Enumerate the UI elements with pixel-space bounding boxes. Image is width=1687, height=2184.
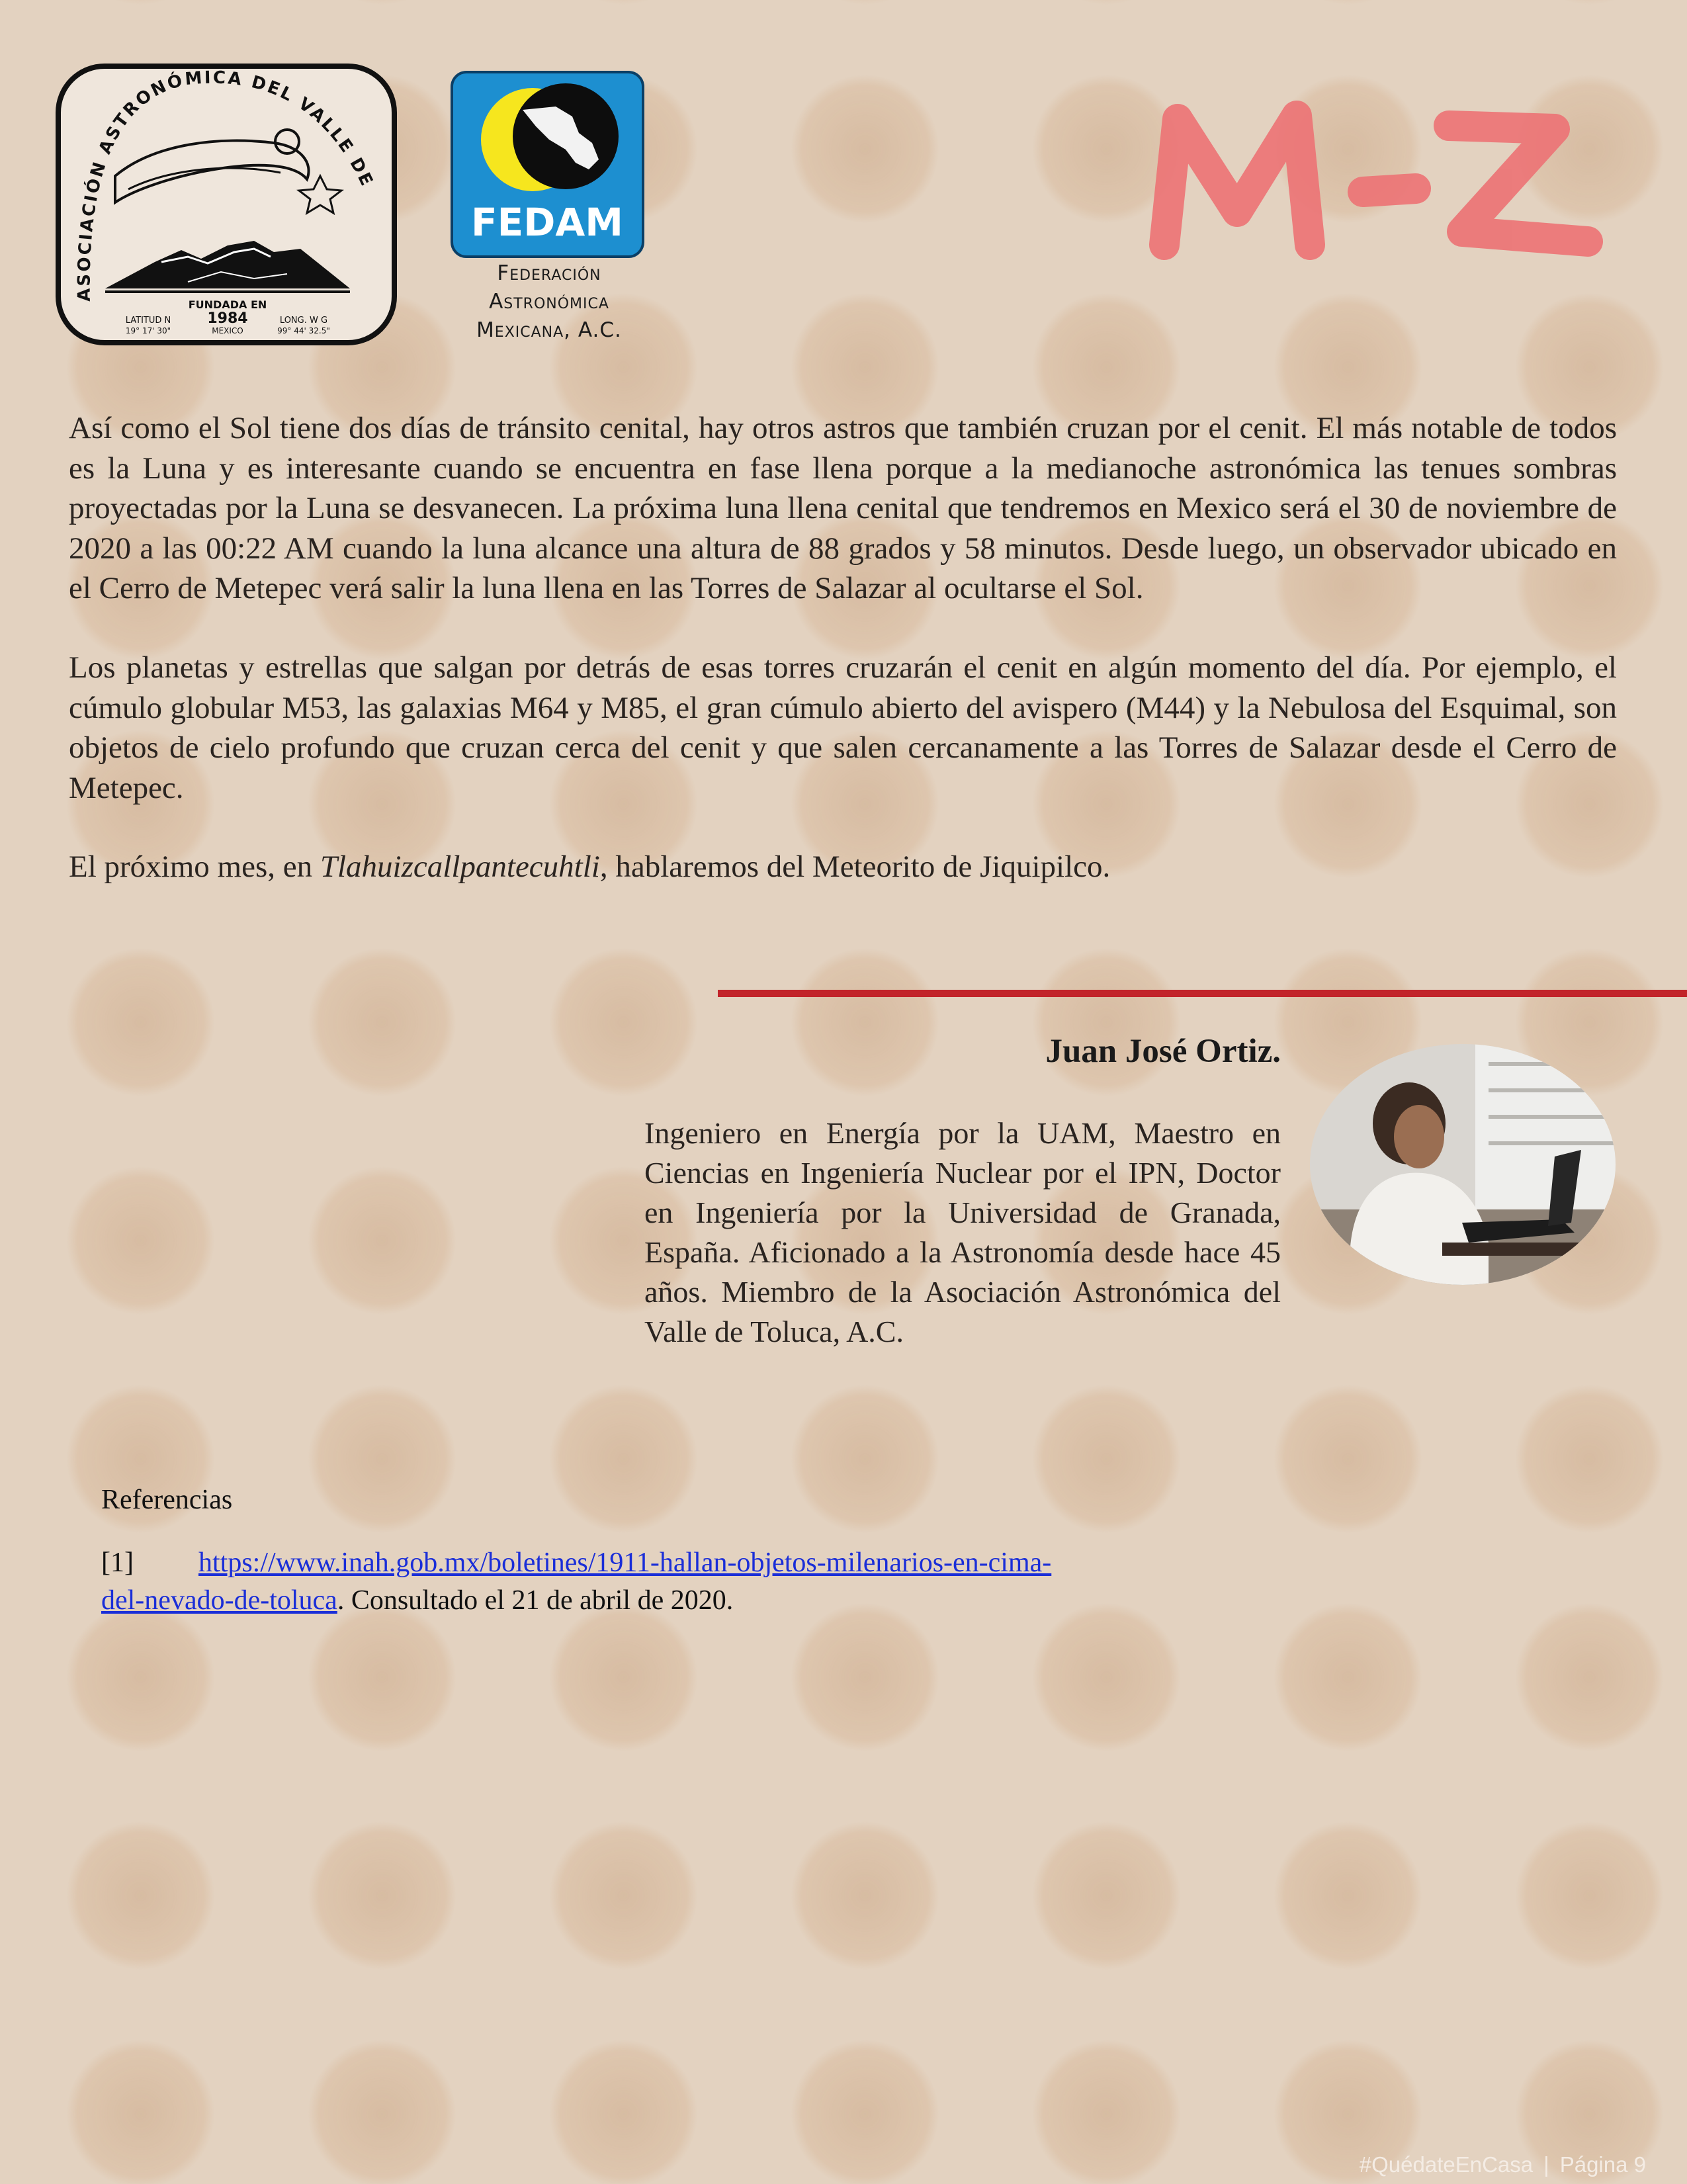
- brand-mark-logo: [1125, 79, 1627, 291]
- aavt-founded-year: 1984: [207, 310, 248, 327]
- fedam-caption-line: Federación: [497, 261, 601, 285]
- reference-number: [1]: [101, 1548, 134, 1578]
- article-paragraph-1: Así como el Sol tiene dos días de tránsito cenital, hay otros astros que también cruzan por el cenit. El más notable de todos es la Luna y es interesante cuando se encuentra en fase llena porque a la medianoche astronómica las tenues sombras proyectadas por la Luna se desvanecen. La próxima luna llena cenital que tendremos en Mexico será el 30 de noviembre de 2020 a las 00:22 AM cuando la luna alcance una altura de 88 grados y 58 minutos. Desde luego, un observador ubicado en el Cerro de Metepec verá salir la luna llena en las Torres de Salazar al ocultarse el Sol.: [69, 411, 1617, 605]
- fedam-caption-line: Astronómica: [489, 290, 609, 314]
- paragraph-3-italic-term: Tlahuizcallpantecuhtli: [320, 850, 600, 884]
- footer-page-number: Página 9: [1559, 2152, 1646, 2177]
- paragraph-3-suffix: , hablaremos del Meteorito de Jiquipilco.: [599, 850, 1111, 884]
- aavt-long-label: LONG. W G: [279, 316, 328, 326]
- aavt-long-value: 99° 44' 32.5": [277, 326, 330, 335]
- article-paragraph: [69, 847, 1617, 887]
- references-title: Referencias: [101, 1485, 233, 1515]
- aavt-founded-label: FUNDADA EN: [188, 298, 267, 311]
- fedam-logo: [450, 70, 645, 259]
- brand-mark-graphic: [1125, 79, 1627, 291]
- reference-suffix: . Consultado el 21 de abril de 2020.: [337, 1585, 734, 1616]
- article-paragraph-3: [69, 847, 1617, 887]
- paragraph-3-prefix: El próximo mes, en: [69, 850, 320, 884]
- reference-link[interactable]: https://www.inah.gob.mx/boletines/1911-hallan-objetos-milenarios-en-cima-del-nevado-de-toluca: [101, 1548, 1052, 1616]
- aavt-lat-label: LATITUD N: [125, 316, 171, 326]
- section-divider: [718, 990, 1687, 997]
- footer-separator: |: [1543, 2152, 1549, 2177]
- article-paragraph-2: Los planetas y estrellas que salgan por detrás de esas torres cruzarán el cenit en algún momento del día. Por ejemplo, el cúmulo globular M53, las galaxias M64 y M85, el gran cúmulo abierto del avispero (M44) y la Nebulosa del Esquimal, son objetos de cielo profundo que cruzan cerca del cenit y que salen cercanamente a las Torres de Salazar desde el Cerro de Metepec.: [69, 650, 1617, 805]
- fedam-wordmark: FEDAM: [471, 200, 623, 245]
- fedam-caption: [437, 259, 662, 345]
- fedam-emblem-graphic: [450, 70, 645, 259]
- aavt-arc-text: ASOCIACIÓN ASTRONÓMICA DEL VALLE DE: [74, 67, 378, 302]
- reference-item: [101, 1544, 1094, 1620]
- aavt-seal-graphic: [56, 64, 400, 348]
- page-footer: [1360, 2152, 1646, 2177]
- aavt-logo: [56, 64, 400, 348]
- aavt-country: MEXICO: [212, 326, 243, 335]
- aavt-lat-value: 19° 17' 30": [125, 326, 171, 335]
- author-bio: Ingeniero en Energía por la UAM, Maestro en Ciencias en Ingeniería Nuclear por el IPN, Doctor en Ingeniería por la Universidad de Granada, España. Aficionado a la Astronomía desde hace 45 años. Miembro de la Asociación Astronómica del Valle de Toluca, A.C.: [644, 1116, 1281, 1348]
- fedam-caption-line: Mexicana, A.C.: [476, 318, 622, 342]
- article-paragraph: [69, 408, 1617, 609]
- footer-hashtag: #QuédateEnCasa: [1359, 2152, 1534, 2177]
- author-name: Juan José Ortiz.: [1045, 1033, 1281, 1070]
- author-photo-image: [1310, 1044, 1616, 1285]
- author-photo: [1310, 1044, 1616, 1285]
- article-paragraph: [69, 648, 1617, 808]
